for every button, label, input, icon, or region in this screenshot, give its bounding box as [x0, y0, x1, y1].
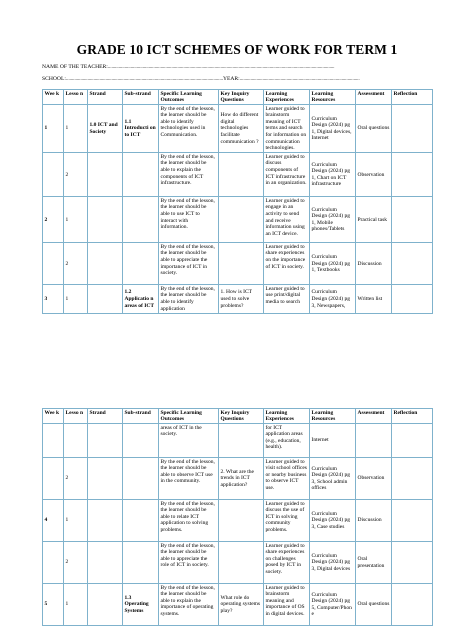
- cell-assessment: Oral questions: [356, 105, 392, 153]
- cell-reflection: [392, 285, 433, 314]
- cell-substrand: 1.2 Applicatio n areas of ICT: [123, 285, 159, 314]
- cell-substrand: [123, 542, 159, 584]
- cell-lesson: 1: [64, 584, 88, 626]
- school-year-line: SCHOOL:...................................................................................................................................YEAR:....................................................................................................: [42, 76, 360, 82]
- header-questions: Key Inquiry Questions: [219, 90, 264, 105]
- cell-week: 2: [43, 197, 64, 243]
- cell-substrand: [123, 197, 159, 243]
- cell-question: [219, 197, 264, 243]
- cell-strand: [88, 458, 123, 500]
- cell-experience: Learner guided to brainstorm meaning of ICT terms and search for information on communication technologies.: [264, 105, 310, 153]
- cell-experience: Learner guided to engage in an activity to send and receive information using an ICT device.: [264, 197, 310, 243]
- header-lesson: Lesso n: [64, 90, 88, 105]
- cell-strand: [88, 243, 123, 285]
- cell-resources: Curriculum Design (2024) pg 3, Digital devices: [310, 542, 356, 584]
- cell-question: [219, 424, 264, 458]
- scheme-table-1: [42, 89, 433, 314]
- cell-reflection: [392, 424, 433, 458]
- cell-substrand: [123, 424, 159, 458]
- header-strand: Strand: [88, 90, 123, 105]
- header-experiences: Learning Experiences: [264, 409, 310, 424]
- header-outcomes: Specific Learning Outcomes: [159, 90, 219, 105]
- cell-reflection: [392, 584, 433, 626]
- table-row: [43, 500, 433, 542]
- header-reflection: Reflection: [392, 90, 433, 105]
- teacher-line: NAME OF THE TEACHER:.............................................................................................................................................................................................: [42, 64, 335, 70]
- header-outcomes: Specific Learning Outcomes: [159, 409, 219, 424]
- table-row: [43, 424, 433, 458]
- cell-resources: Curriculum Design (2024) pg 5, Computer/Phon e: [310, 584, 356, 626]
- cell-outcome: By the end of the lesson, the learner should be able to appreciate the importance of ICT in society.: [159, 243, 219, 285]
- cell-strand: [88, 153, 123, 197]
- cell-resources: Curriculum Design (2024) pg 3, School admin offices: [310, 458, 356, 500]
- header-week: Wee k: [43, 409, 64, 424]
- cell-outcome: areas of ICT in the society.: [159, 424, 219, 458]
- cell-experience: Learner guided to discuss the use of ICT in solving community problems.: [264, 500, 310, 542]
- cell-strand: [88, 424, 123, 458]
- table-row: [43, 197, 433, 243]
- header-questions: Key Inquiry Questions: [219, 409, 264, 424]
- cell-substrand: [123, 500, 159, 542]
- cell-substrand: [123, 243, 159, 285]
- cell-substrand: 1.3 Operating Systems: [123, 584, 159, 626]
- cell-experience: Learner guided to brainstorm meaning and importance of OS in digital devices.: [264, 584, 310, 626]
- cell-assessment: Written list: [356, 285, 392, 314]
- cell-lesson: 1: [64, 105, 88, 153]
- table-row: [43, 153, 433, 197]
- cell-week: [43, 424, 64, 458]
- header-strand: Strand: [88, 409, 123, 424]
- cell-week: [43, 243, 64, 285]
- cell-lesson: 1: [64, 197, 88, 243]
- cell-resources: Curriculum Design (2024) pg 1, Mobile phones/Tablets: [310, 197, 356, 243]
- cell-substrand: 1.1 Introducti on to ICT: [123, 105, 159, 153]
- cell-assessment: Discussion: [356, 243, 392, 285]
- cell-question: [219, 243, 264, 285]
- cell-question: [219, 542, 264, 584]
- cell-week: 3: [43, 285, 64, 314]
- cell-resources: Curriculum Design (2024) pg 1, Digital devices, Internet: [310, 105, 356, 153]
- cell-strand: [88, 500, 123, 542]
- cell-strand: [88, 285, 123, 314]
- cell-assessment: Practical task: [356, 197, 392, 243]
- cell-assessment: Observation: [356, 458, 392, 500]
- cell-question: What role do operating systems play?: [219, 584, 264, 626]
- cell-question: 1. How is ICT used to solve problems?: [219, 285, 264, 314]
- table-row: [43, 243, 433, 285]
- cell-experience: Learner guided to use print/digital media to search: [264, 285, 310, 314]
- cell-outcome: By the end of the lesson, the learner should be able to identify application: [159, 285, 219, 314]
- cell-strand: [88, 542, 123, 584]
- cell-assessment: Observation: [356, 153, 392, 197]
- cell-outcome: By the end of the lesson, the learner should be able to appreciate the role of ICT in society.: [159, 542, 219, 584]
- cell-assessment: Oral presentation: [356, 542, 392, 584]
- cell-lesson: 2: [64, 243, 88, 285]
- table-row: [43, 584, 433, 626]
- cell-question: [219, 153, 264, 197]
- cell-experience: Learner guided to share experiences on challenges posed by ICT in society.: [264, 542, 310, 584]
- header-lesson: Lesso n: [64, 409, 88, 424]
- year-label: YEAR:: [222, 76, 240, 82]
- cell-outcome: By the end of the lesson, the learner should be able to explain the components of ICT infrastructure.: [159, 153, 219, 197]
- cell-reflection: [392, 243, 433, 285]
- header-assessment: Assessment: [356, 409, 392, 424]
- table-row: [43, 105, 433, 153]
- cell-question: How do different digital technologies facilitate communication ?: [219, 105, 264, 153]
- cell-reflection: [392, 500, 433, 542]
- cell-lesson: 1: [64, 285, 88, 314]
- cell-experience: Learner guided to visit school offices or nearby business to observe ICT use.: [264, 458, 310, 500]
- teacher-label: NAME OF THE TEACHER:: [42, 64, 108, 70]
- cell-week: [43, 153, 64, 197]
- table-row: [43, 458, 433, 500]
- table-header-row: [43, 90, 433, 105]
- cell-reflection: [392, 197, 433, 243]
- cell-lesson: [64, 424, 88, 458]
- cell-question: [219, 500, 264, 542]
- cell-lesson: 2: [64, 153, 88, 197]
- table-row: [43, 285, 433, 314]
- cell-experience: Learner guided to discuss components of ICT infrastructure in an organization.: [264, 153, 310, 197]
- table-header-row: [43, 409, 433, 424]
- cell-assessment: [356, 424, 392, 458]
- table-row: [43, 542, 433, 584]
- header-resources: Learning Resources: [310, 90, 356, 105]
- cell-reflection: [392, 542, 433, 584]
- cell-strand: [88, 584, 123, 626]
- cell-lesson: 1: [64, 500, 88, 542]
- header-substrand: Sub-strand: [123, 90, 159, 105]
- school-label: SCHOOL:: [42, 76, 66, 82]
- cell-resources: Curriculum Design (2024) pg 3, Newspapers,: [310, 285, 356, 314]
- cell-strand: [88, 197, 123, 243]
- header-resources: Learning Resources: [310, 409, 356, 424]
- cell-week: 1: [43, 105, 64, 153]
- cell-reflection: [392, 105, 433, 153]
- cell-lesson: 2: [64, 542, 88, 584]
- cell-outcome: By the end of the lesson, the learner should be able to explain the importance of operating systems.: [159, 584, 219, 626]
- header-assessment: Assessment: [356, 90, 392, 105]
- cell-reflection: [392, 458, 433, 500]
- header-experiences: Learning Experiences: [264, 90, 310, 105]
- page-title: GRADE 10 ICT SCHEMES OF WORK FOR TERM 1: [76, 42, 398, 57]
- cell-outcome: By the end of the lesson, the learner should be able to observe ICT use in the community.: [159, 458, 219, 500]
- cell-strand: 1.0 ICT and Society: [88, 105, 123, 153]
- cell-experience: Learner guided to share experiences on the importance of ICT in society.: [264, 243, 310, 285]
- cell-resources: Internet: [310, 424, 356, 458]
- cell-resources: Curriculum Design (2024) pg 1, Chart on ICT infrastructure: [310, 153, 356, 197]
- cell-experience: for ICT application areas (e.g., education, health).: [264, 424, 310, 458]
- cell-assessment: Oral questions: [356, 584, 392, 626]
- header-substrand: Sub-strand: [123, 409, 159, 424]
- cell-question: 2. What are the trends in ICT application?: [219, 458, 264, 500]
- cell-outcome: By the end of the lesson, the learner should be able to relate ICT application to solving problems.: [159, 500, 219, 542]
- cell-substrand: [123, 153, 159, 197]
- cell-resources: Curriculum Design (2024) pg 3, Case studies: [310, 500, 356, 542]
- cell-reflection: [392, 153, 433, 197]
- cell-outcome: By the end of the lesson, the learner should be able to identify technologies used in Communication.: [159, 105, 219, 153]
- cell-week: [43, 542, 64, 584]
- cell-week: 5: [43, 584, 64, 626]
- header-week: Wee k: [43, 90, 64, 105]
- cell-week: 4: [43, 500, 64, 542]
- cell-lesson: 2: [64, 458, 88, 500]
- cell-assessment: Discussion: [356, 500, 392, 542]
- cell-resources: Curriculum Design (2024) pg 1, Textbooks: [310, 243, 356, 285]
- cell-substrand: [123, 458, 159, 500]
- scheme-table-2: [42, 408, 433, 626]
- header-reflection: Reflection: [392, 409, 433, 424]
- cell-outcome: By the end of the lesson, the learner should be able to use ICT to interact with information.: [159, 197, 219, 243]
- cell-week: [43, 458, 64, 500]
